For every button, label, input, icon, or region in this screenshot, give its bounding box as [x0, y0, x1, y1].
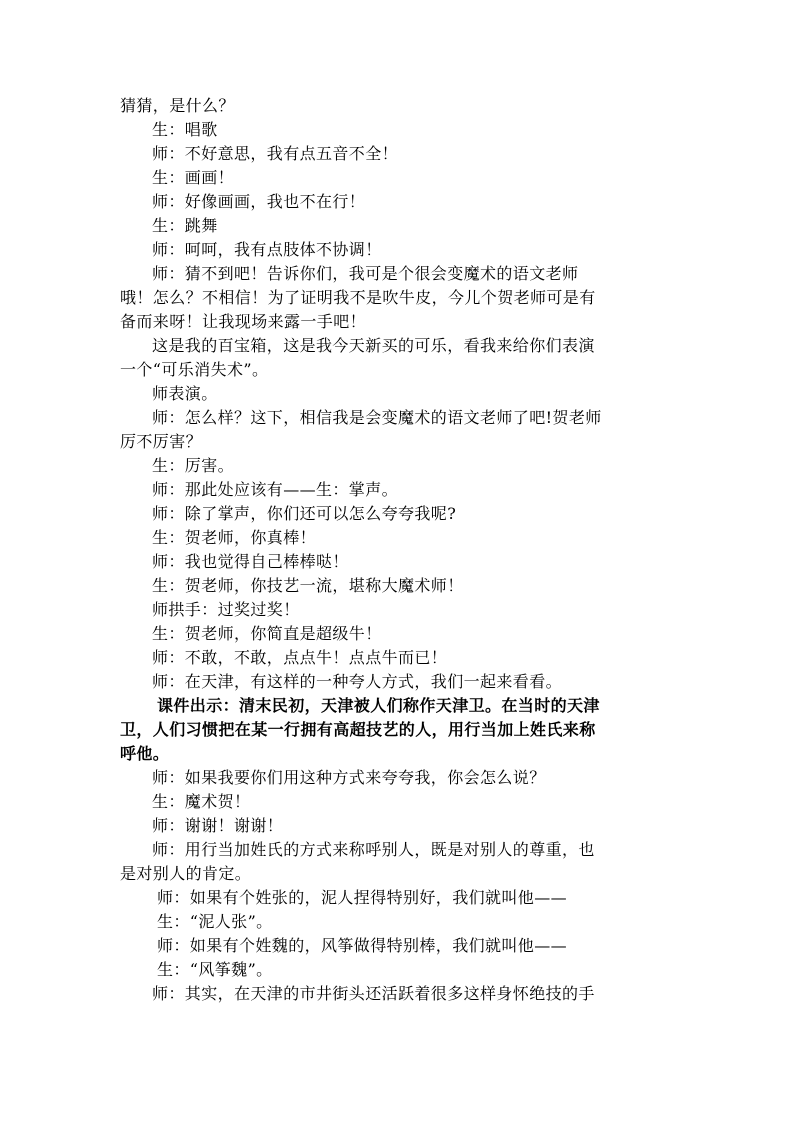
text-line: 这是我的百宝箱，这是我今天新买的可乐，看我来给你们表演 — [152, 336, 595, 355]
text-line: 师：在天津，有这样的一种夸人方式，我们一起来看看。 — [152, 672, 563, 691]
text-line: 师：如果我要你们用这种方式来夸夸我，你会怎么说？ — [152, 768, 546, 787]
text-line: 生：贺老师，你真棒！ — [152, 528, 317, 547]
text-line: 生：唱歌 — [152, 120, 218, 139]
text-line: 备而来呀！让我现场来露一手吧！ — [120, 312, 367, 331]
text-line: 师：猜不到吧！告诉你们，我可是个很会变魔术的语文老师 — [152, 264, 579, 283]
text-line: 生：魔术贺！ — [152, 792, 251, 811]
text-line: 师拱手：过奖过奖！ — [152, 600, 300, 619]
text-line: 师：呵呵，我有点肢体不协调！ — [152, 240, 382, 259]
text-line: 师：用行当加姓氏的方式来称呼别人，既是对别人的尊重，也 — [152, 840, 595, 859]
text-line: 哦！怎么？不相信！为了证明我不是吹牛皮，今儿个贺老师可是有 — [120, 288, 596, 307]
courseware-text-line: 卫，人们习惯把在某一行拥有高超技艺的人，用行当加上姓氏来称 — [120, 720, 596, 739]
text-line: 生：“泥人张”。 — [157, 912, 273, 931]
text-line: 生：跳舞 — [152, 216, 218, 235]
text-line: 生：贺老师，你技艺一流，堪称大魔术师！ — [152, 576, 464, 595]
text-line: 是对别人的肯定。 — [120, 864, 252, 883]
text-line: 师：好像画画，我也不在行！ — [152, 192, 366, 211]
text-line: 师：其实，在天津的市井街头还活跃着很多这样身怀绝技的手 — [152, 984, 595, 1003]
text-line: 师：我也觉得自己棒棒哒！ — [152, 552, 349, 571]
text-line: 师：怎么样？这下，相信我是会变魔术的语文老师了吧!贺老师 — [152, 408, 602, 427]
text-line: 猜猜，是什么？ — [120, 96, 235, 115]
text-line: 师表演。 — [152, 384, 218, 403]
text-line: 师：如果有个姓魏的，风筝做得特别棒，我们就叫他—— — [157, 936, 568, 955]
text-line: 师：除了掌声，你们还可以怎么夸夸我呢? — [152, 504, 457, 523]
text-line: 生：厉害。 — [152, 456, 235, 475]
text-line: 一个“可乐消失术”。 — [120, 360, 269, 379]
courseware-text-line: 呼他。 — [120, 744, 170, 763]
text-line: 师：谢谢！谢谢！ — [152, 816, 284, 835]
text-line: 生：画画！ — [152, 168, 235, 187]
text-line: 师：那此处应该有——生：掌声。 — [152, 480, 399, 499]
text-line: 师：不敢，不敢，点点牛！点点牛而已！ — [152, 648, 448, 667]
courseware-text-line: 课件出示：清末民初，天津被人们称作天津卫。在当时的天津 — [157, 696, 600, 715]
text-line: 师：如果有个姓张的，泥人捏得特别好，我们就叫他—— — [157, 888, 568, 907]
text-line: 生：贺老师，你简直是超级牛！ — [152, 624, 382, 643]
text-line: 师：不好意思，我有点五音不全！ — [152, 144, 399, 163]
text-line: 生：“风筝魏”。 — [157, 960, 273, 979]
text-line: 厉不厉害？ — [120, 432, 203, 451]
